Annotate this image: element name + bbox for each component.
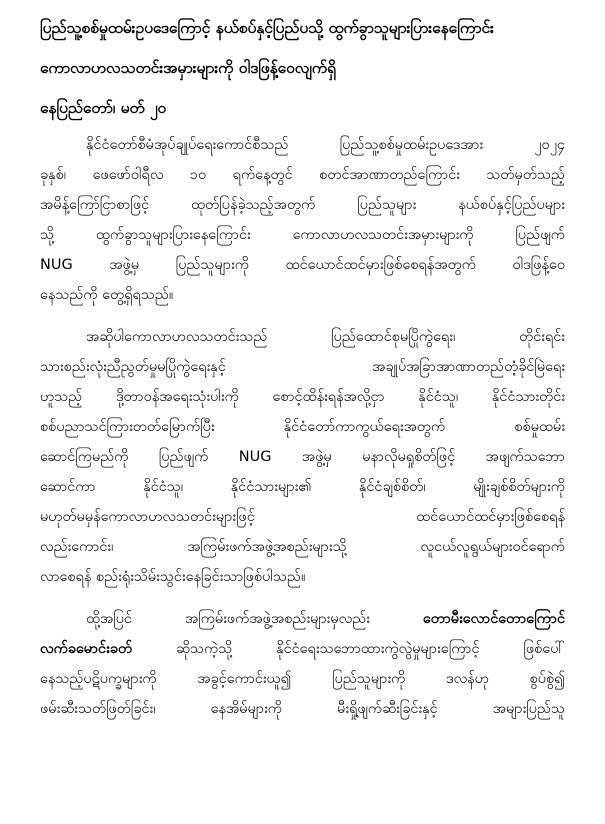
bold-phrase: တောမီးလောင်တောကြောင် [422,611,565,627]
paragraph-line: မဟုတ်မမှန်ကောလာဟလသတင်းများဖြင့် ထင်ယောင်ထင်မှားဖြစ်စေရန် [40,509,565,525]
paragraph-line: ခုနှစ်၊ ဖေဖော်ဝါရီလ ၁၀ ရက်နေ့တွင် စတင်အာဏာတည်ကြောင်း သတ်မှတ်သည့် [40,167,565,183]
paragraph-line: ဆောင်ကြမည်ကို ပြည်ဖျက် NUG အဖွဲ့မှ မနာလိုမရှုစိတ်ဖြင့် အဖျက်သဘော [40,449,565,465]
bold-phrase: လက်ခမောင်းခတ် [40,641,133,657]
paragraph-line: လည်းကောင်း၊ အကြမ်းဖက်အဖွဲ့အစည်းများသို့ လူငယ်လူရွယ်များဝင်ရောက် [40,539,565,555]
paragraph-line: သို့ ထွက်ခွာသူများပြားနေကြောင်း ကောလာဟလသတင်းအမှားများကို ပြည်ဖျက် [40,227,565,243]
dateline: နေပြည်တော်၊ မတ် ၂၀ [40,99,167,117]
paragraph-text: ဆိုသကဲ့သို့ နိုင်ငံရေးသဘောထားကွဲလွဲမှုများကြောင့် ဖြစ်ပေါ် [175,641,565,657]
paragraph-line-mixed [40,634,565,664]
paragraph-line: NUG အဖွဲ့မှ ပြည်သူများကို ထင်ယောင်ထင်မှားဖြစ်စေရန်အတွက် ဝါဒဖြန့်ဝေ [40,257,565,273]
paragraph-line: စစ်ပညာသင်ကြားတတ်မြောက်ပြီး နိုင်ငံတော်ကာကွယ်ရေးအတွက် စစ်မှုထမ်း [40,419,565,435]
paragraph-line: နိုင်ငံတော်စီမံအုပ်ချုပ်ရေးကောင်စီသည် ပြည်သူ့စစ်မှုထမ်းဥပဒေအား ၂၀၂၄ [86,137,565,153]
headline [40,8,565,88]
paragraph-1 [40,130,565,310]
paragraph-line: အမိန့်ကြော်ငြာစာဖြင့် ထုတ်ပြန်ခဲ့သည့်အတွက် ပြည်သူများ နယ်စပ်နှင့်ပြည်ပများ [40,197,565,213]
paragraph-2 [40,322,565,592]
paragraph-line: ဆောင်ကာ နိုင်ငံသူ၊ နိုင်ငံသားများ၏ နိုင်ငံချစ်စိတ်၊ မျိုးချစ်စိတ်များကို [40,479,565,495]
paragraph-line: နေသည်ကို တွေ့ရှိရသည်။ [40,287,174,303]
paragraph-line: သားစည်းလုံးညီညွတ်မှုမပြိုကွဲရေးနှင့် အချုပ်အခြာအာဏာတည်တံ့ခိုင်မြဲရေး [40,359,565,375]
paragraph-line: ဖမ်းဆီးသတ်ဖြတ်ခြင်း၊ နေအိမ်များကို မီးရှို့ဖျက်ဆီးခြင်းနှင့် အများပြည်သူ [40,701,565,717]
headline-line: ပြည်သူ့စစ်မှုထမ်းဥပဒေကြောင့် နယ်စပ်နှင့်ပြည်ပသို့ ထွက်ခွာသူများပြားနေကြောင်း [40,19,494,37]
paragraph-3 [40,604,565,724]
paragraph-line: နေသည့်ပဋိပက္ခများကို အခွင့်ကောင်းယူ၍ ပြည်သူများကို ဒလန်ဟု စွပ်စွဲ၍ [40,671,565,687]
headline-line: ကောလာဟလသတင်းအမှားများကို ဝါဒဖြန့်ဝေလျက်ရှိ [40,59,336,77]
paragraph-line-mixed [40,604,565,634]
paragraph-text: ထို့အပြင် အကြမ်းဖက်အဖွဲ့အစည်းများမှလည်း [86,611,370,627]
paragraph-line: ဟူသည့် ဒို့တာဝန်အရေးသုံးပါးကို စောင့်ထိန်းရန်အလို့ငှာ နိုင်ငံသူ၊ နိုင်ငံသားတိုင်း [40,389,565,405]
paragraph-line: လာစေရန် စည်းရုံးသိမ်းသွင်းနေခြင်းသာဖြစ်ပါသည်။ [40,569,306,585]
paragraph-line: အဆိုပါကောလာဟလသတင်းသည် ပြည်ထောင်စုမပြိုကွဲရေး၊ တိုင်းရင်း [86,329,565,345]
